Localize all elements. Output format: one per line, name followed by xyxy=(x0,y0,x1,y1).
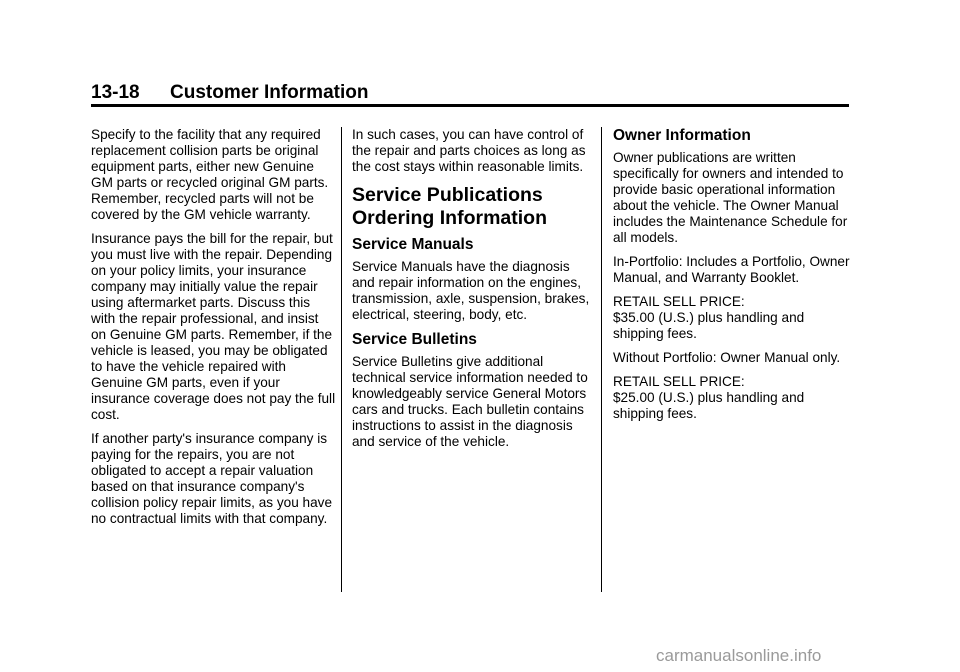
subheading-service-manuals: Service Manuals xyxy=(352,236,474,253)
page-number: 13-18 xyxy=(91,82,140,103)
subheading-service-bulletins: Service Bulletins xyxy=(352,331,477,348)
watermark-text: carmanualsonline.info xyxy=(656,646,822,665)
column-divider-2 xyxy=(601,127,602,592)
price-value-2: $25.00 (U.S.) plus handling and shipping fees. xyxy=(613,390,805,421)
paragraph-another-party: If another party's insurance company is paying for the repairs, you are not obligated to accept a repair valuation based on that insurance company's collision policy repair limits, as you have no contractual limits with that company. xyxy=(91,431,333,526)
paragraph-collision-parts: Specify to the facility that any required replacement collision parts be original equipment parts, either new Genuine GM parts or recycled original GM parts. Remember, recycled parts will not be covered by the GM vehicle warranty. xyxy=(91,127,329,222)
paragraph-insurance-pays: Insurance pays the bill for the repair, but you must live with the repair. Depending on your policy limits, your insurance company may initially value the repair using aftermarket parts. Discuss this with the repair professional, and insist on Genuine GM parts. Remember, if the vehicle is leased, you may be obligated to have the vehicle repaired with Genuine GM parts, even if your insurance coverage does not pay the full cost. xyxy=(91,231,336,422)
price-block-1 xyxy=(613,294,853,342)
price-value-1: $35.00 (U.S.) plus handling and shipping fees. xyxy=(613,310,805,341)
paragraph-in-portfolio: In-Portfolio: Includes a Portfolio, Owner Manual, and Warranty Booklet. xyxy=(613,254,850,285)
column-3 xyxy=(613,127,853,430)
column-2 xyxy=(352,127,592,458)
heading-line-1: Service Publications xyxy=(352,184,543,206)
column-divider-1 xyxy=(341,127,342,592)
paragraph-without-portfolio: Without Portfolio: Owner Manual only. xyxy=(613,350,841,365)
price-label-1: RETAIL SELL PRICE: xyxy=(613,294,745,309)
subheading-owner-information: Owner Information xyxy=(613,127,751,144)
paragraph-service-manuals: Service Manuals have the diagnosis and repair information on the engines, transmission, axle, suspension, brakes, electrical, steering, body, etc. xyxy=(352,259,590,322)
paragraph-owner-publications: Owner publications are written specifically for owners and intended to provide basic operational information about the vehicle. The Owner Manual includes the Maintenance Schedule for all models. xyxy=(613,150,848,245)
page-header xyxy=(91,82,849,106)
header-rule xyxy=(91,104,849,107)
column-1 xyxy=(91,127,336,535)
section-title: Customer Information xyxy=(170,82,369,103)
heading-service-publications xyxy=(352,184,592,230)
paragraph-such-cases: In such cases, you can have control of the repair and parts choices as long as the cost stays within reasonable limits. xyxy=(352,127,586,174)
paragraph-service-bulletins: Service Bulletins give additional technical service information needed to knowledgeably service General Motors cars and trucks. Each bulletin contains instructions to assist in the diagnosis and service of the vehicle. xyxy=(352,354,588,449)
heading-line-2: Ordering Information xyxy=(352,207,547,229)
price-block-2 xyxy=(613,374,853,422)
price-label-2: RETAIL SELL PRICE: xyxy=(613,374,745,389)
